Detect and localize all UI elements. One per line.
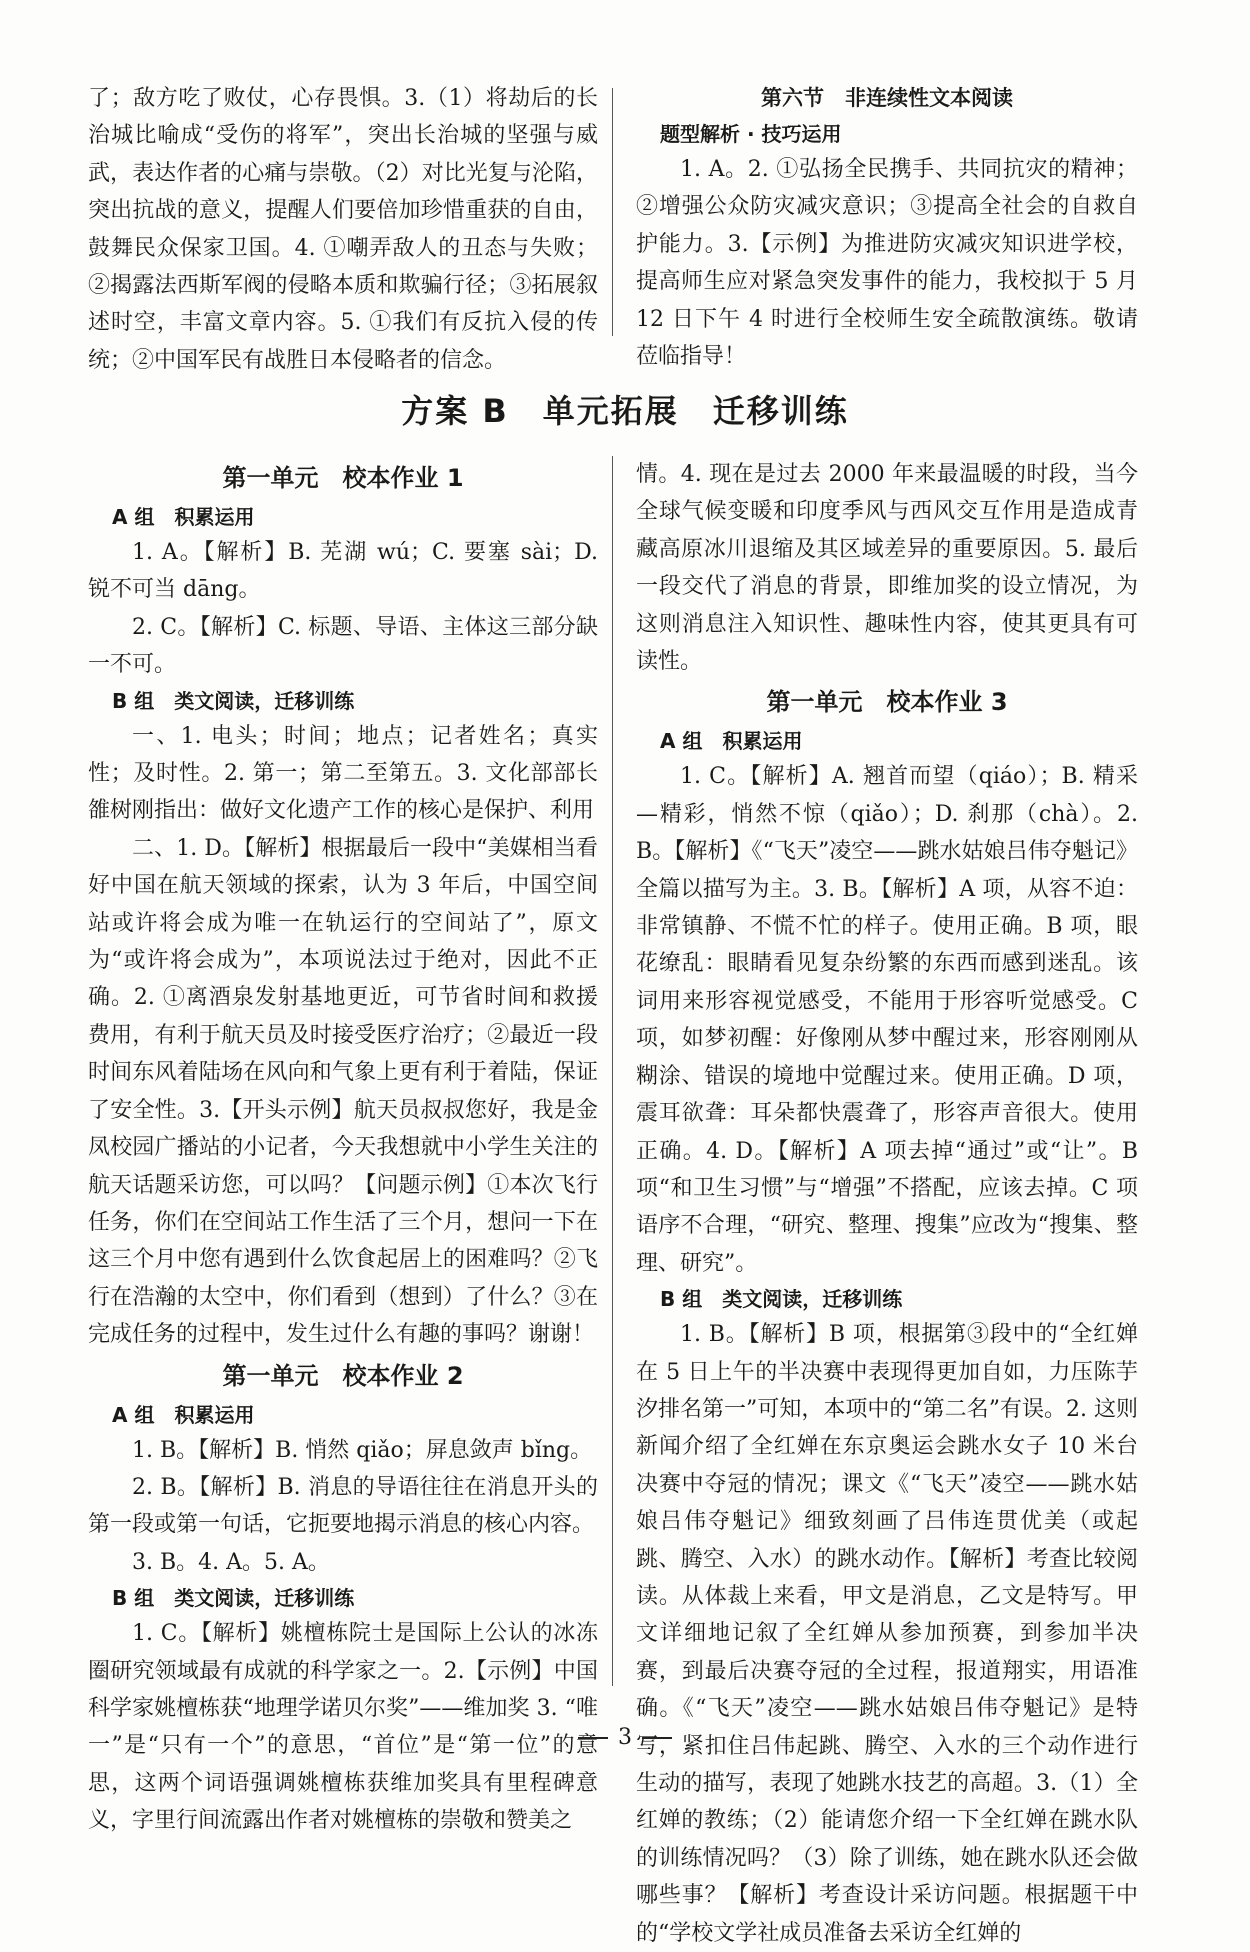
page-dash-left (578, 1737, 608, 1739)
answer-1-a1: 1. A。【解析】B. 芜湖 wú；C. 要塞 sài；D. 锐不可当 dāng。 (88, 540, 598, 603)
answer-1-b1: 一、1. 电头；时间；地点；记者姓名；真实性；及时性。2. 第一；第二至第五。3. 文化部部长雒树刚指出：做好文化遗产工作的核心是保护、利用 (88, 723, 598, 824)
answer-2-a3: 3. B。4. A。5. A。 (132, 1549, 330, 1575)
group-b-heading-2: B 组 类文阅读，迁移训练 (112, 1586, 355, 1611)
answer-3-b1: 1. B。【解析】B 项，根据第③段中的“全红婵在 5 日上午的半决赛中表现得更加自如，力压陈芋汐排名第一”可知，本项中的“第二名”有误。2. 这则新闻介绍了全红婵在东京奥运会跳水女子 10 米台决赛中夺冠的情况；课文《“飞天”凌空——跳水姑娘吕伟夺魁记》细致刻画了吕伟连贯优美（或起跳、腾空、入水）的跳水动作。【解析】考查比较阅读。从体裁上来看，甲文是消息，乙文是特写。甲文详细地记叙了全红婵从参加预赛，到参加半决赛，到最后决赛夺冠的全过程，报道翔实，用语准确。《“飞天”凌空——跳水姑娘吕伟夺魁记》是特写，紧扣住吕伟起跳、腾空、入水的三个动作进行生动的描写，表现了她跳水技艺的高超。3.（1）全红婵的教练；（2）能请您介绍一下全红婵在跳水队的训练情况吗？（3）除了训练，她在跳水队还会做哪些事？【解析】考查设计采访问题。根据题干中的“学校文学社成员准备去采访全红婵的 (636, 1322, 1138, 1946)
section-heading: 第六节 非连续性文本阅读 (761, 86, 1013, 110)
group-a-heading-1: A 组 积累运用 (112, 505, 255, 529)
main-divider (612, 456, 613, 1686)
answer-2-a2: 2. B。【解析】B. 消息的导语往往在消息开头的第一段或第一句话，它扼要地揭示消息的核心内容。 (88, 1474, 598, 1538)
group-b-heading-3: B 组 类文阅读，迁移训练 (660, 1287, 903, 1312)
answer-3-a1: 1. C。【解析】A. 翘首而望（qiáo）；B. 精采—精彩，悄然不惊（qiǎo）；D. 刹那（chà）。2. B。【解析】《“飞天”凌空——跳水姑娘吕伟夺魁记》全篇以描写为主。3. B。【解析】A 项，从容不迫：非常镇静、不慌不忙的样子。使用正确。B 项，眼花缭乱：眼睛看见复杂纷繁的东西而感到迷乱。该词用来形容视觉感受，不能用于形容听觉感受。C 项，如梦初醒：好像刚从梦中醒过来，形容刚刚从糊涂、错误的境地中觉醒过来。使用正确。D 项，震耳欲聋：耳朵都快震聋了，形容声音很大。使用正确。4. D。【解析】A 项去掉“通过”或“让”。B 项“和卫生习惯”与“增强”不搭配，应该去掉。C 项语序不合理，“研究、整理、搜集”应改为“搜集、整理、研究”。 (636, 764, 1138, 1276)
group-b-heading-1: B 组 类文阅读，迁移训练 (112, 688, 355, 713)
answer-2-b1: 1. C。【解析】姚檀栋院士是国际上公认的冰冻圈研究领域最有成就的科学家之一。2.【示例】中国科学家姚檀栋获“地理学诺贝尔奖”——维加奖 3. “唯一”是“只有一个”的意思，“首位”是“第一位”的意思，这两个词语强调姚檀栋获维加奖具有里程碑意义，字里行间流露出作者对姚檀栋的崇敬和赞美之 (88, 1621, 598, 1834)
page-number-value: 3 (618, 1725, 632, 1750)
section-subheading: 题型解析 · 技巧运用 (660, 122, 842, 146)
unit-title-1: 第一单元 校本作业 1 (222, 464, 464, 492)
group-a-heading-3: A 组 积累运用 (660, 729, 803, 754)
page-number (0, 1725, 1250, 1750)
answer-1-b2: 二、1. D。【解析】根据最后一段中“美媒相当看好中国在航天领域的探索，认为 3 年后，中国空间站或许将会成为唯一在轨运行的空间站了”，原文为“或许将会成为”，本项说法过于绝对，因此不正确。2. ①离酒泉发射基地更近，可节省时间和救援费用，有利于航天员及时接受医疗治疗；②最近一段时间东风着陆场在风向和气象上更有利于着陆，保证了安全性。3.【开头示例】航天员叔叔您好，我是金凤校园广播站的小记者，今天我想就中小学生关注的航天话题采访您，可以吗？【问题示例】①本次飞行任务，你们在空间站工作生活了三个月，想问一下在这三个月中您有遇到什么饮食起居上的困难吗？②飞行在浩瀚的太空中，你们看到（想到）了什么？③在完成任务的过程中，发生过什么有趣的事吗？谢谢！ (88, 835, 598, 1348)
group-a-heading-2: A 组 积累运用 (112, 1402, 255, 1427)
top-left-text: 了；敌方吃了败仗，心存畏惧。3.（1）将劫后的长治城比喻成“受伤的将军”，突出长治城的坚强与威武，表达作者的心痛与崇敬。（2）对比光复与沦陷，突出抗战的意义，提醒人们要倍加珍惜重获的自由，鼓舞民众保家卫国。4. ①嘲弄敌人的丑态与失败；②揭露法西斯军阀的侵略本质和欺骗行径；③拓展叙述时空，丰富文章内容。5. ①我们有反抗入侵的传统；②中国军民有战胜日本侵略者的信念。 (88, 86, 598, 373)
unit-title-3: 第一单元 校本作业 3 (766, 688, 1008, 717)
top-right-column (636, 80, 1138, 375)
answer-2-a1: 1. B。【解析】B. 悄然 qiǎo；屏息敛声 bǐng。 (132, 1437, 593, 1463)
answer-2-continued: 情。4. 现在是过去 2000 年来最温暖的时段，当今全球气候变暖和印度季风与西风交互作用是造成青藏高原冰川退缩及其区域差异的重要原因。5. 最后一段交代了消息的背景，即维加奖的设立情况，为这则消息注入知识性、趣味性内容，使其更具有可读性。 (636, 462, 1138, 675)
answer-1-a2: 2. C。【解析】C. 标题、导语、主体这三部分缺一不可。 (88, 614, 598, 678)
unit-title-2: 第一单元 校本作业 2 (222, 1361, 464, 1390)
top-divider (612, 88, 613, 336)
top-left-column (88, 80, 598, 379)
section-answers: 1. A。2. ①弘扬全民携手、共同抗灾的精神；②增强公众防灾减灾意识；③提高全社会的自救自护能力。3.【示例】为推进防灾减灾知识进学校，提高师生应对紧急突发事件的能力，我校拟于 5 月 12 日下午 4 时进行全校师生安全疏散演练。敬请莅临指导！ (636, 157, 1138, 370)
plan-b-banner: 方案 B 单元拓展 迁移训练 (401, 392, 849, 430)
page-dash-right (642, 1737, 672, 1739)
left-column (88, 456, 598, 1840)
